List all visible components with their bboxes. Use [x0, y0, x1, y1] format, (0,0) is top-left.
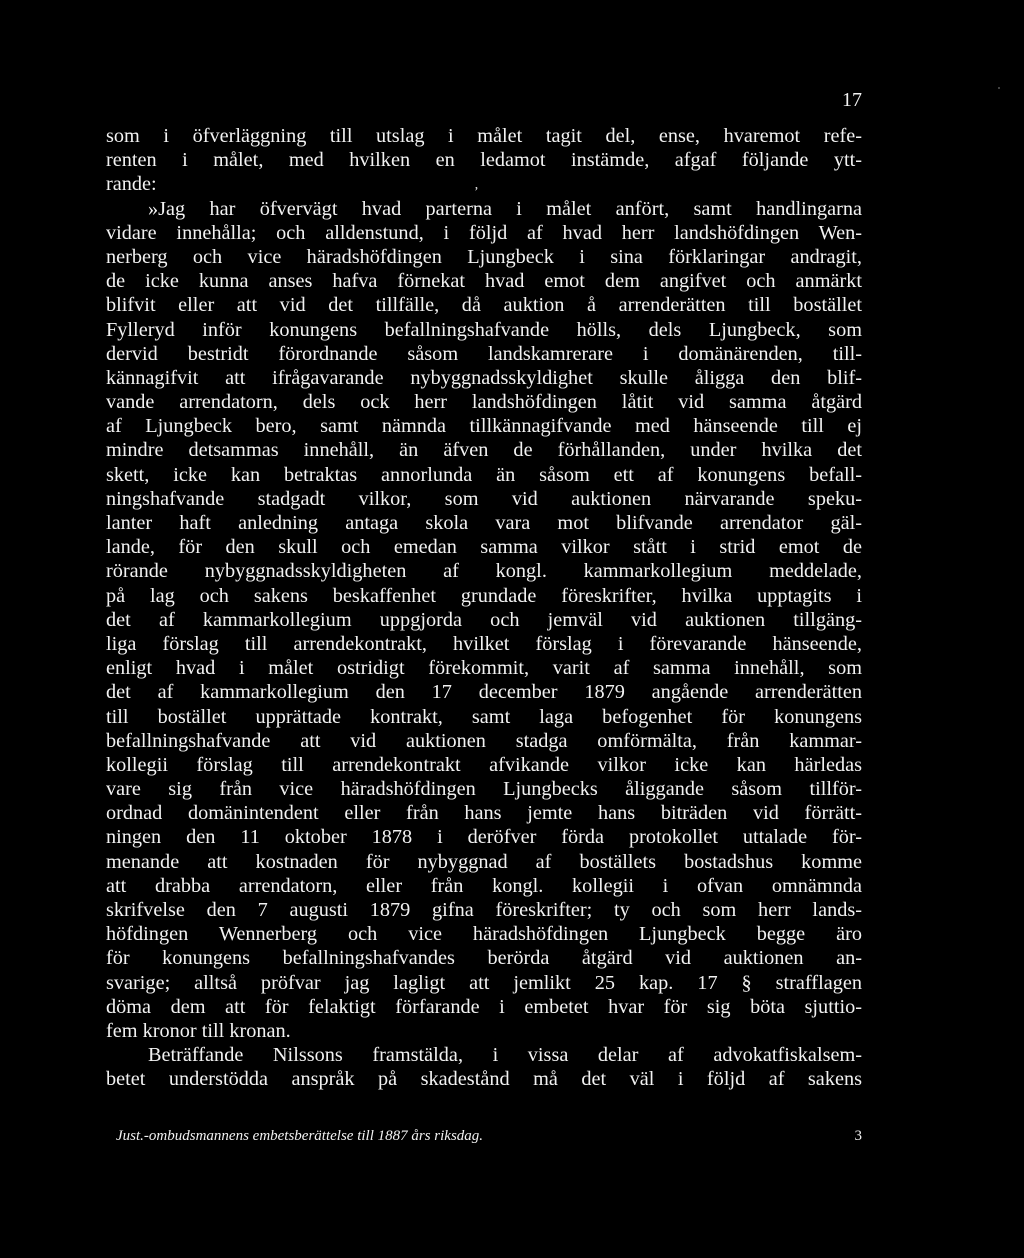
text-line: skrifvelse den 7 augusti 1879 gifna föreskrifter; ty och som herr lands- [106, 899, 862, 921]
page-number: 17 [842, 89, 862, 111]
text-line: »Jag har öfvervägt hvad parterna i målet anfört, samt handlingarna [148, 197, 862, 220]
text-line: höfdingen Wennerberg och vice häradshöfdingen Ljungbeck begge äro [106, 923, 862, 946]
text-line: menande att kostnaden för nybyggnad af boställets bostadshus komme [106, 850, 862, 873]
text-line: rande: [106, 173, 157, 196]
text-line: vare sig från vice häradshöfdingen Ljungbecks åliggande såsom tillför- [106, 778, 862, 801]
footer-source: Just.-ombudsmannens embetsberättelse till 1887 års riksdag. [116, 1128, 484, 1144]
scan-speck [998, 87, 1000, 89]
text-line: ningshafvande stadgadt vilkor, som vid auktionen närvarande speku- [106, 487, 862, 510]
text-line: ordnad domänintendent eller från hans jemte hans biträden vid förrätt- [106, 802, 862, 825]
text-line: på lag och sakens beskaffenhet grundade föreskrifter, hvilka upptagits i [106, 584, 862, 607]
text-line: vidare innehålla; och alldenstund, i följd af hvad herr landshöfdingen Wen- [106, 221, 862, 244]
text-line: det af kammarkollegium den 17 december 1879 angående arrenderätten [106, 681, 862, 704]
body-text [106, 124, 862, 1092]
text-line: kollegii förslag till arrendekontrakt afvikande vilkor icke kan härledas [106, 753, 862, 776]
text-line: vande arrendatorn, dels ock herr landshöfdingen låtit vid samma åtgärd [106, 391, 862, 414]
text-line: döma dem att för felaktigt förfarande i embetet hvar för sig böta sjuttio- [106, 995, 862, 1018]
text-line: rörande nybyggnadsskyldigheten af kongl. kammarkollegium meddelade, [106, 560, 862, 583]
text-line: nerberg och vice häradshöfdingen Ljungbeck i sina förklaringar andragit, [106, 245, 862, 268]
text-line: som i öfverläggning till utslag i målet tagit del, ense, hvaremot refe- [106, 125, 862, 147]
text-line: lanter haft anledning antaga skola vara mot blifvande arrendator gäl- [106, 512, 862, 534]
footer-sheet-number: 3 [854, 1128, 862, 1144]
text-line: lande, för den skull och emedan samma vilkor stått i strid emot de [106, 536, 862, 559]
text-line: renten i målet, med hvilken en ledamot instämde, afgaf följande ytt- [106, 149, 862, 172]
text-line: Beträffande Nilssons framstälda, i vissa delar af advokatfiskalsem- [148, 1044, 862, 1067]
print-mark: ʼ [474, 185, 479, 200]
text-line: att drabba arrendatorn, eller från kongl. kollegii i ofvan omnämnda [106, 874, 862, 897]
text-line: liga förslag till arrendekontrakt, hvilket förslag i förevarande hänseende, [106, 632, 862, 655]
text-line: det af kammarkollegium uppgjorda och jemväl vid auktionen tillgäng- [106, 608, 862, 631]
text-line: mindre detsammas innehåll, än äfven de förhållanden, under hvilka det [106, 439, 862, 462]
text-line: blifvit eller att vid det tillfälle, då auktion å arrenderätten till bostället [106, 294, 862, 317]
text-line: till bostället upprättade kontrakt, samt laga befogenhet för konungens [106, 705, 862, 728]
text-line: svarige; alltså pröfvar jag lagligt att jemlikt 25 kap. 17 § strafflagen [106, 971, 862, 994]
text-line: fem kronor till kronan. [106, 1019, 291, 1042]
text-line: af Ljungbeck bero, samt nämnda tillkännagifvande med hänseende till ej [106, 415, 862, 438]
text-line: skett, icke kan betraktas annorlunda än såsom ett af konungens befall- [106, 463, 862, 486]
text-line: Fylleryd inför konungens befallningshafvande hölls, dels Ljungbeck, som [106, 318, 862, 341]
text-line: kännagifvit att ifrågavarande nybyggnadsskyldighet skulle åligga den blif- [106, 366, 862, 389]
text-line: de icke kunna anses hafva förnekat hvad emot dem angifvet och anmärkt [106, 270, 862, 293]
text-line: betet understödda anspråk på skadestånd må det väl i följd af sakens [106, 1068, 862, 1091]
text-line: enligt hvad i målet ostridigt förekommit, varit af samma innehåll, som [106, 657, 862, 680]
text-line: befallningshafvande att vid auktionen stadga omförmälta, från kammar- [106, 729, 862, 752]
text-line: ningen den 11 oktober 1878 i deröfver förda protokollet uttalade för- [106, 826, 862, 849]
text-line: dervid bestridt förordnande såsom landskamrerare i domänärenden, till- [106, 342, 862, 365]
text-line: för konungens befallningshafvandes berörda åtgärd vid auktionen an- [106, 947, 862, 970]
